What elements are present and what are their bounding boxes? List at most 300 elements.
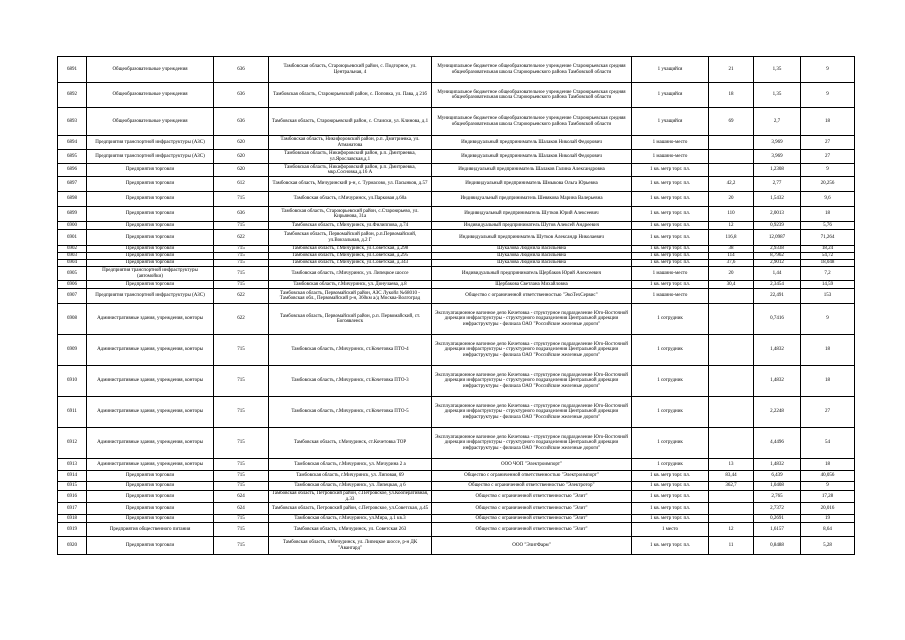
table-row xyxy=(58,207,855,222)
cell-quantity: 83,44 xyxy=(709,471,754,482)
cell-row-number: 6910 xyxy=(58,366,87,397)
cell-row-number: 6891 xyxy=(58,57,87,83)
cell-organization: Общество с ограниченной ответственностью "Элит" xyxy=(432,515,632,523)
cell-unit: 1 кв. метр торг. пл. xyxy=(632,491,709,503)
cell-object-type: Предприятия торговли xyxy=(87,164,214,177)
cell-object-type: Предприятия торговли xyxy=(87,260,214,267)
cell-organization: Индивидуальный предприниматель Шалаков Николай Федорович xyxy=(432,136,632,150)
cell-code: 622 xyxy=(214,289,269,304)
cell-code: 715 xyxy=(214,515,269,523)
table-row xyxy=(58,459,855,471)
cell-volume: 18 xyxy=(801,108,855,136)
cell-volume: 153 xyxy=(801,289,855,304)
cell-norm-value: 8,7962 xyxy=(754,253,801,260)
cell-volume: 14,59 xyxy=(801,281,855,289)
cell-address: Тамбовская область, г.Мичуринск, ул. Советская 263 xyxy=(269,523,432,537)
cell-row-number: 6917 xyxy=(58,503,87,515)
table-row xyxy=(58,83,855,108)
cell-row-number: 6906 xyxy=(58,281,87,289)
cell-code: 715 xyxy=(214,523,269,537)
cell-row-number: 6905 xyxy=(58,267,87,281)
cell-code: 715 xyxy=(214,537,269,555)
cell-object-type: Предприятия торговли xyxy=(87,177,214,192)
cell-unit: 1 кв. метр торг. пл. xyxy=(632,192,709,207)
cell-row-number: 6902 xyxy=(58,246,87,253)
cell-code: 624 xyxy=(214,503,269,515)
cell-organization: Индивидуальный предприниматель Шевякова Марина Валерьевна xyxy=(432,192,632,207)
cell-unit: 1 учащийся xyxy=(632,57,709,83)
cell-object-type: Общеобразовательные учреждения xyxy=(87,108,214,136)
cell-code: 715 xyxy=(214,246,269,253)
cell-code: 715 xyxy=(214,482,269,491)
cell-volume: 9 xyxy=(801,482,855,491)
cell-address: Тамбовская область, Староюрьевский район, с. Подгорное, ул. Центральная, 4 xyxy=(269,57,432,83)
cell-norm-value: 2,7 xyxy=(754,108,801,136)
cell-norm-value: 2,7372 xyxy=(754,503,801,515)
table-row xyxy=(58,222,855,230)
document-page xyxy=(57,56,854,555)
cell-quantity xyxy=(709,515,754,523)
cell-address: Тамбовская область, Староюрьевский район, с.Староюрьево, ул. Кирьянова, 31а xyxy=(269,207,432,222)
cell-object-type: Предприятия общественного питания xyxy=(87,523,214,537)
cell-row-number: 6896 xyxy=(58,164,87,177)
cell-norm-value: 1,0408 xyxy=(754,482,801,491)
cell-organization: Муниципальное бюджетное общеобразовательное учреждение Староюрьевская средняя общеобразовательная школа Староюрьевского района Тамбовской области xyxy=(432,83,632,108)
cell-organization: Индивидуальный предприниматель Шутов Алексей Андреевич xyxy=(432,222,632,230)
cell-quantity xyxy=(709,136,754,150)
cell-unit: 1 машино-место xyxy=(632,150,709,164)
cell-norm-value: 2,765 xyxy=(754,491,801,503)
cell-quantity xyxy=(709,503,754,515)
cell-unit: 1 кв. метр торг. пл. xyxy=(632,537,709,555)
table-row xyxy=(58,57,855,83)
cell-organization: Индивидуальный предприниматель Шмыкова Ольга Юрьевна xyxy=(432,177,632,192)
cell-code: 715 xyxy=(214,192,269,207)
cell-volume: 9 xyxy=(801,304,855,335)
cell-organization: Индивидуальный предприниматель Шутков Александр Николаевич xyxy=(432,230,632,246)
cell-code: 636 xyxy=(214,57,269,83)
cell-norm-value: 1,35 xyxy=(754,57,801,83)
cell-volume: 18,24 xyxy=(801,246,855,253)
cell-object-type: Предприятия торговли xyxy=(87,253,214,260)
cell-code: 636 xyxy=(214,83,269,108)
cell-quantity: 12 xyxy=(709,222,754,230)
cell-organization: Индивидуальный предприниматель Щербаков Юрий Алексеевич xyxy=(432,267,632,281)
cell-unit: 1 кв. метр торг. пл. xyxy=(632,246,709,253)
cell-object-type: Предприятия торговли xyxy=(87,482,214,491)
cell-unit: 1 машино-место xyxy=(632,289,709,304)
cell-unit: 1 машино-место xyxy=(632,267,709,281)
cell-volume: 9 xyxy=(801,164,855,177)
table-row xyxy=(58,503,855,515)
cell-quantity xyxy=(709,289,754,304)
cell-quantity: 20 xyxy=(709,192,754,207)
cell-quantity: 21 xyxy=(709,57,754,83)
cell-norm-value: 2,77 xyxy=(754,177,801,192)
cell-unit: 1 сотрудник xyxy=(632,397,709,428)
cell-norm-value: 1,4832 xyxy=(754,459,801,471)
cell-volume: 40,056 xyxy=(801,471,855,482)
cell-object-type: Предприятия торговли xyxy=(87,246,214,253)
cell-organization: Щербакова Светлана Михайловна xyxy=(432,281,632,289)
cell-quantity: 37,6 xyxy=(709,260,754,267)
cell-row-number: 6911 xyxy=(58,397,87,428)
cell-volume: 18 xyxy=(801,459,855,471)
cell-object-type: Административные здания, учреждения, конторы xyxy=(87,335,214,366)
cell-row-number: 6894 xyxy=(58,136,87,150)
cell-code: 620 xyxy=(214,150,269,164)
cell-row-number: 6918 xyxy=(58,515,87,523)
cell-quantity: 362,7 xyxy=(709,482,754,491)
cell-organization: Эксплуатационное вагонное депо Кочетовка - структурное подразделение Юго-Восточной дирекции инфраструктуры - структурного подразделения Центральной дирекции инфраструктуры - филиала ОАО "Российские железные дороги" xyxy=(432,366,632,397)
cell-quantity: 20 xyxy=(709,267,754,281)
cell-address: Тамбовская область, Мичуринский р-н, с. Турмасово, ул. Пасынков, д.57 xyxy=(269,177,432,192)
cell-address: Тамбовская область, г.Мичуринск, ул. Липецкая, д 6 xyxy=(269,482,432,491)
cell-volume: 9 xyxy=(801,57,855,83)
cell-address: Тамбовская область, г.Мичуринск, ул.Мира, д.1 кв.3 xyxy=(269,515,432,523)
table-row xyxy=(58,136,855,150)
cell-unit: 1 кв. метр торг. пл. xyxy=(632,471,709,482)
cell-address: Тамбовская область, Петровский район, с.Петровское, ул.Советская, д.45 xyxy=(269,503,432,515)
cell-quantity xyxy=(709,335,754,366)
cell-norm-value: 2,3454 xyxy=(754,281,801,289)
cell-row-number: 6909 xyxy=(58,335,87,366)
cell-quantity xyxy=(709,491,754,503)
cell-address: Тамбовская область, г.Мичуринск, ул.Советская, д.295 xyxy=(269,253,432,260)
cell-row-number: 6901 xyxy=(58,230,87,246)
cell-unit: 1 сотрудник xyxy=(632,366,709,397)
cell-volume: 20,256 xyxy=(801,177,855,192)
cell-volume: 17,28 xyxy=(801,491,855,503)
cell-unit: 1 кв. метр торг. пл. xyxy=(632,515,709,523)
cell-unit: 1 машино-место xyxy=(632,136,709,150)
cell-row-number: 6913 xyxy=(58,459,87,471)
cell-norm-value: 1,44 xyxy=(754,267,801,281)
cell-unit: 1 сотрудник xyxy=(632,459,709,471)
cell-row-number: 6904 xyxy=(58,260,87,267)
cell-quantity: 110 xyxy=(709,207,754,222)
cell-object-type: Предприятия торговли xyxy=(87,471,214,482)
cell-address: Тамбовская область, г.Мичуринск, ст.Кочетовка ПТО-3 xyxy=(269,366,432,397)
cell-volume: 54,72 xyxy=(801,253,855,260)
cell-address: Тамбовская область, Петровский район, с.Петровское, ул.Кооперативная, д.33 xyxy=(269,491,432,503)
cell-unit: 1 кв. метр торг. пл. xyxy=(632,230,709,246)
cell-norm-value: 0,7416 xyxy=(754,304,801,335)
cell-row-number: 6912 xyxy=(58,428,87,459)
cell-object-type: Предприятия торговли xyxy=(87,515,214,523)
cell-object-type: Предприятия торговли xyxy=(87,537,214,555)
table-row xyxy=(58,246,855,253)
cell-norm-value: 0,2691 xyxy=(754,515,801,523)
cell-quantity: 18 xyxy=(709,83,754,108)
cell-quantity xyxy=(709,304,754,335)
cell-row-number: 6920 xyxy=(58,537,87,555)
cell-row-number: 6900 xyxy=(58,222,87,230)
cell-address: Тамбовская область, г.Мичуринск, ул. Мичурина 2 а xyxy=(269,459,432,471)
cell-organization: Индивидуальный предприниматель Шалаков Николай Федорович xyxy=(432,150,632,164)
cell-norm-value: 1,35 xyxy=(754,83,801,108)
cell-address: Тамбовская область, г.Мичуринск, ул.Советская, д.343 xyxy=(269,260,432,267)
cell-norm-value: 2,9338 xyxy=(754,246,801,253)
cell-address: Тамбовская область, г.Мичуринск, ул.Парковая д.60а xyxy=(269,192,432,207)
cell-quantity: 12 xyxy=(709,523,754,537)
cell-organization: Муниципальное бюджетное общеобразовательное учреждение Староюрьевская средняя общеобразовательная школа Староюрьевского района Тамбовской области xyxy=(432,108,632,136)
cell-unit: 1 кв. метр торг. пл. xyxy=(632,222,709,230)
cell-volume: 54 xyxy=(801,428,855,459)
cell-object-type: Административные здания, учреждения, конторы xyxy=(87,304,214,335)
table-row xyxy=(58,515,855,523)
cell-row-number: 6897 xyxy=(58,177,87,192)
cell-volume: 18,048 xyxy=(801,260,855,267)
cell-row-number: 6893 xyxy=(58,108,87,136)
table-row xyxy=(58,150,855,164)
cell-unit: 1 кв. метр торг. пл. xyxy=(632,503,709,515)
cell-object-type: Предприятия торговли xyxy=(87,491,214,503)
cell-address: Тамбовская область, г.Мичуринск, ул.Филиппова, д.74 xyxy=(269,222,432,230)
cell-organization: Общество с ограниченной ответственностью "ЭкоТехСервис" xyxy=(432,289,632,304)
cell-norm-value: 3,969 xyxy=(754,136,801,150)
table-row xyxy=(58,471,855,482)
cell-row-number: 6899 xyxy=(58,207,87,222)
cell-address: Тамбовская область, Первомайский район, р.п.Первомайский, ул.Вокзальная, д.2 Г xyxy=(269,230,432,246)
cell-row-number: 6908 xyxy=(58,304,87,335)
cell-code: 622 xyxy=(214,304,269,335)
cell-volume: 5,28 xyxy=(801,537,855,555)
cell-row-number: 6914 xyxy=(58,471,87,482)
registry-table xyxy=(57,56,855,555)
cell-address: Тамбовская область, г.Мичуринск, ст.Кочетовка ПТО-4 xyxy=(269,335,432,366)
cell-row-number: 6916 xyxy=(58,491,87,503)
cell-norm-value: 1,4832 xyxy=(754,335,801,366)
cell-organization: Эксплуатационное вагонное депо Кочетовка - структурное подразделение Юго-Восточной дирекции инфраструктуры - структурного подразделения Центральной дирекции инфраструктуры - филиала ОАО "Российские железные дороги" xyxy=(432,428,632,459)
cell-organization: Общество с ограниченной ответственностью "Электротор" xyxy=(432,482,632,491)
table-row xyxy=(58,537,855,555)
cell-row-number: 6907 xyxy=(58,289,87,304)
table-row xyxy=(58,482,855,491)
table-row xyxy=(58,260,855,267)
cell-row-number: 6892 xyxy=(58,83,87,108)
cell-quantity: 114 xyxy=(709,253,754,260)
table-row xyxy=(58,304,855,335)
cell-unit: 1 кв. метр торг. пл. xyxy=(632,281,709,289)
cell-object-type: Предприятия транспортной инфраструктуры (АЗС) xyxy=(87,289,214,304)
cell-code: 715 xyxy=(214,397,269,428)
cell-norm-value: 1,2308 xyxy=(754,164,801,177)
cell-quantity xyxy=(709,428,754,459)
cell-organization: Общество с ограниченной ответственностью "Элит" xyxy=(432,523,632,537)
cell-object-type: Административные здания, учреждения, конторы xyxy=(87,366,214,397)
cell-norm-value: 1,6157 xyxy=(754,523,801,537)
cell-object-type: Общеобразовательные учреждения xyxy=(87,83,214,108)
table-row xyxy=(58,230,855,246)
cell-code: 715 xyxy=(214,366,269,397)
cell-quantity: 42,2 xyxy=(709,177,754,192)
cell-organization: Общество с ограниченной ответственностью "Элит" xyxy=(432,491,632,503)
cell-address: Тамбовская область, г.Мичуринск, ул.Советская, д.298 xyxy=(269,246,432,253)
cell-code: 715 xyxy=(214,253,269,260)
cell-unit: 1 кв. метр торг. пл. xyxy=(632,260,709,267)
table-row xyxy=(58,192,855,207)
cell-code: 620 xyxy=(214,164,269,177)
cell-organization: Шукалова Людмила Васильевна xyxy=(432,253,632,260)
cell-norm-value: 2,2248 xyxy=(754,397,801,428)
cell-organization: Общество с ограниченной ответственностью "Элит" xyxy=(432,503,632,515)
cell-quantity: 38 xyxy=(709,246,754,253)
cell-code: 715 xyxy=(214,428,269,459)
cell-object-type: Предприятия транспортной инфраструктуры (автомойки) xyxy=(87,267,214,281)
table-row xyxy=(58,428,855,459)
cell-row-number: 6903 xyxy=(58,253,87,260)
cell-unit: 1 учащийся xyxy=(632,108,709,136)
cell-quantity xyxy=(709,150,754,164)
cell-unit: 1 учащийся xyxy=(632,83,709,108)
cell-object-type: Предприятия торговли xyxy=(87,192,214,207)
cell-object-type: Предприятия торговли xyxy=(87,230,214,246)
cell-address: Тамбовская область, Староюрьевский район, с. Поповка, ул. Пава, д 21б xyxy=(269,83,432,108)
cell-address: Тамбовская область, г.Мичуринск, ул. Липецкое шоссе, р-н ДК "Авангард" xyxy=(269,537,432,555)
cell-volume: 27 xyxy=(801,136,855,150)
table-row xyxy=(58,289,855,304)
cell-code: 624 xyxy=(214,491,269,503)
table-row xyxy=(58,397,855,428)
cell-address: Тамбовская область, Никифоровский район, р.п. Дмитриевка, ул.Ярославская,д.1 xyxy=(269,150,432,164)
cell-volume: 7,2 xyxy=(801,267,855,281)
cell-organization: ООО "ЭлитФарм" xyxy=(432,537,632,555)
cell-object-type: Предприятия торговли xyxy=(87,222,214,230)
cell-object-type: Административные здания, учреждения, конторы xyxy=(87,428,214,459)
table-row xyxy=(58,281,855,289)
cell-norm-value: 4,4496 xyxy=(754,428,801,459)
cell-code: 715 xyxy=(214,459,269,471)
cell-object-type: Предприятия транспортной инфраструктуры (АЗС) xyxy=(87,150,214,164)
cell-norm-value: 0,9239 xyxy=(754,222,801,230)
cell-volume: 9 xyxy=(801,83,855,108)
cell-quantity: 30,4 xyxy=(709,281,754,289)
cell-organization: Шукалова Людмила Васильевна xyxy=(432,260,632,267)
cell-organization: Индивидуальный предприниматель Шалаков Галина Александровна xyxy=(432,164,632,177)
cell-volume: 71,264 xyxy=(801,230,855,246)
cell-address: Тамбовская область, Первомайский район, р.п. Первомайский, ст. Богоявленск xyxy=(269,304,432,335)
cell-organization: ООО ЧОП "Электроимпорт" xyxy=(432,459,632,471)
cell-quantity: 11 xyxy=(709,537,754,555)
cell-code: 715 xyxy=(214,222,269,230)
cell-row-number: 6919 xyxy=(58,523,87,537)
table-row xyxy=(58,177,855,192)
cell-address: Тамбовская область, г.Мичуринск, ул. Липецкое шоссе xyxy=(269,267,432,281)
cell-row-number: 6915 xyxy=(58,482,87,491)
cell-object-type: Предприятия транспортной инфраструктуры (АЗС) xyxy=(87,136,214,150)
cell-address: Тамбовская область, г.Мичуринск, ул. Донучаева, д.8 xyxy=(269,281,432,289)
cell-norm-value: 6,439 xyxy=(754,471,801,482)
cell-unit: 1 сотрудник xyxy=(632,428,709,459)
cell-unit: 1 кв. метр торг. пл. xyxy=(632,177,709,192)
cell-code: 612 xyxy=(214,177,269,192)
cell-object-type: Административные здания, учреждения, конторы xyxy=(87,459,214,471)
cell-norm-value: 0,8488 xyxy=(754,537,801,555)
cell-code: 620 xyxy=(214,136,269,150)
cell-volume: 20,016 xyxy=(801,503,855,515)
cell-norm-value: 2,9012 xyxy=(754,260,801,267)
cell-unit: 1 кв. метр торг. пл. xyxy=(632,164,709,177)
cell-address: Тамбовская область, Никифоровский район, р.п. Дмитриевка, ул. Атманатова xyxy=(269,136,432,150)
cell-code: 622 xyxy=(214,230,269,246)
cell-norm-value: 2,0013 xyxy=(754,207,801,222)
table-row xyxy=(58,335,855,366)
cell-object-type: Административные здания, учреждения, конторы xyxy=(87,397,214,428)
cell-quantity xyxy=(709,397,754,428)
cell-volume: 9,6 xyxy=(801,192,855,207)
table-row xyxy=(58,491,855,503)
cell-code: 636 xyxy=(214,108,269,136)
cell-quantity: 13 xyxy=(709,459,754,471)
cell-volume: 5,76 xyxy=(801,222,855,230)
table-row xyxy=(58,164,855,177)
table-row xyxy=(58,108,855,136)
cell-organization: Шукалова Людмила Васильевна xyxy=(432,246,632,253)
cell-volume: 19 xyxy=(801,515,855,523)
cell-volume: 18 xyxy=(801,335,855,366)
cell-code: 715 xyxy=(214,267,269,281)
cell-norm-value: 3,969 xyxy=(754,150,801,164)
cell-volume: 18 xyxy=(801,366,855,397)
cell-address: Тамбовская область, г.Мичуринск, ст.Кочетовка ПТО-5 xyxy=(269,397,432,428)
cell-quantity: 116,8 xyxy=(709,230,754,246)
cell-norm-value: 1,4832 xyxy=(754,366,801,397)
cell-code: 715 xyxy=(214,260,269,267)
table-row xyxy=(58,253,855,260)
cell-object-type: Предприятия торговли xyxy=(87,207,214,222)
cell-organization: Индивидуальный предприниматель Шутков Юрий Алексеевич xyxy=(432,207,632,222)
cell-organization: Муниципальное бюджетное общеобразовательное учреждение Староюрьевская средняя общеобразовательная школа Староюрьевского района Тамбовской области xyxy=(432,57,632,83)
cell-code: 715 xyxy=(214,471,269,482)
cell-organization: Эксплуатационное вагонное депо Кочетовка - структурное подразделение Юго-Восточной дирекции инфраструктуры - структурного подразделения Центральной дирекции инфраструктуры - филиала ОАО "Российские железные дороги" xyxy=(432,304,632,335)
cell-code: 636 xyxy=(214,207,269,222)
cell-volume: 27 xyxy=(801,150,855,164)
cell-organization: Эксплуатационное вагонное депо Кочетовка - структурное подразделение Юго-Восточной дирекции инфраструктуры - структурного подразделения Центральной дирекции инфраструктуры - филиала ОАО "Российские железные дороги" xyxy=(432,397,632,428)
cell-organization: Общество с ограниченной ответственностью "Электроимпорт" xyxy=(432,471,632,482)
cell-unit: 1 кв. метр торг. пл. xyxy=(632,253,709,260)
table-row xyxy=(58,366,855,397)
cell-address: Тамбовская область, г.Мичуринск, ст.Кочетовка ТОР xyxy=(269,428,432,459)
cell-address: Тамбовская область, Староюрьевский район, с. Стаиски, ул. Клинова, д.1 xyxy=(269,108,432,136)
cell-address: Тамбовская область, Первомайский район, АЗС Лукойл №68010 - Тамбовская обл., Первомайский р-н, 360км а/д Москва-Волгоград xyxy=(269,289,432,304)
cell-object-type: Предприятия торговли xyxy=(87,503,214,515)
cell-row-number: 6898 xyxy=(58,192,87,207)
cell-volume: 27 xyxy=(801,397,855,428)
cell-code: 715 xyxy=(214,281,269,289)
cell-volume: 8,64 xyxy=(801,523,855,537)
cell-unit: 1 сотрудник xyxy=(632,335,709,366)
cell-address: Тамбовская область, г.Мичуринск, ул. Липовая, 69 xyxy=(269,471,432,482)
cell-quantity xyxy=(709,164,754,177)
cell-quantity: 69 xyxy=(709,108,754,136)
cell-unit: 1 кв. метр торг. пл. xyxy=(632,207,709,222)
cell-quantity xyxy=(709,366,754,397)
cell-address: Тамбовская область, Никифоровский район, р.п. Дмитриевка, мкр.Сосновка,д.16 А xyxy=(269,164,432,177)
cell-object-type: Общеобразовательные учреждения xyxy=(87,57,214,83)
table-row xyxy=(58,267,855,281)
cell-norm-value: 1,5432 xyxy=(754,192,801,207)
cell-organization: Эксплуатационное вагонное депо Кочетовка - структурное подразделение Юго-Восточной дирекции инфраструктуры - структурного подразделения Центральной дирекции инфраструктуры - филиала ОАО "Российские железные дороги" xyxy=(432,335,632,366)
cell-unit: 1 место xyxy=(632,523,709,537)
table-row xyxy=(58,523,855,537)
cell-unit: 1 кв. метр торг. пл. xyxy=(632,482,709,491)
cell-row-number: 6895 xyxy=(58,150,87,164)
cell-object-type: Предприятия торговли xyxy=(87,281,214,289)
cell-code: 715 xyxy=(214,335,269,366)
cell-norm-value: 12,0987 xyxy=(754,230,801,246)
cell-norm-value: 22,491 xyxy=(754,289,801,304)
